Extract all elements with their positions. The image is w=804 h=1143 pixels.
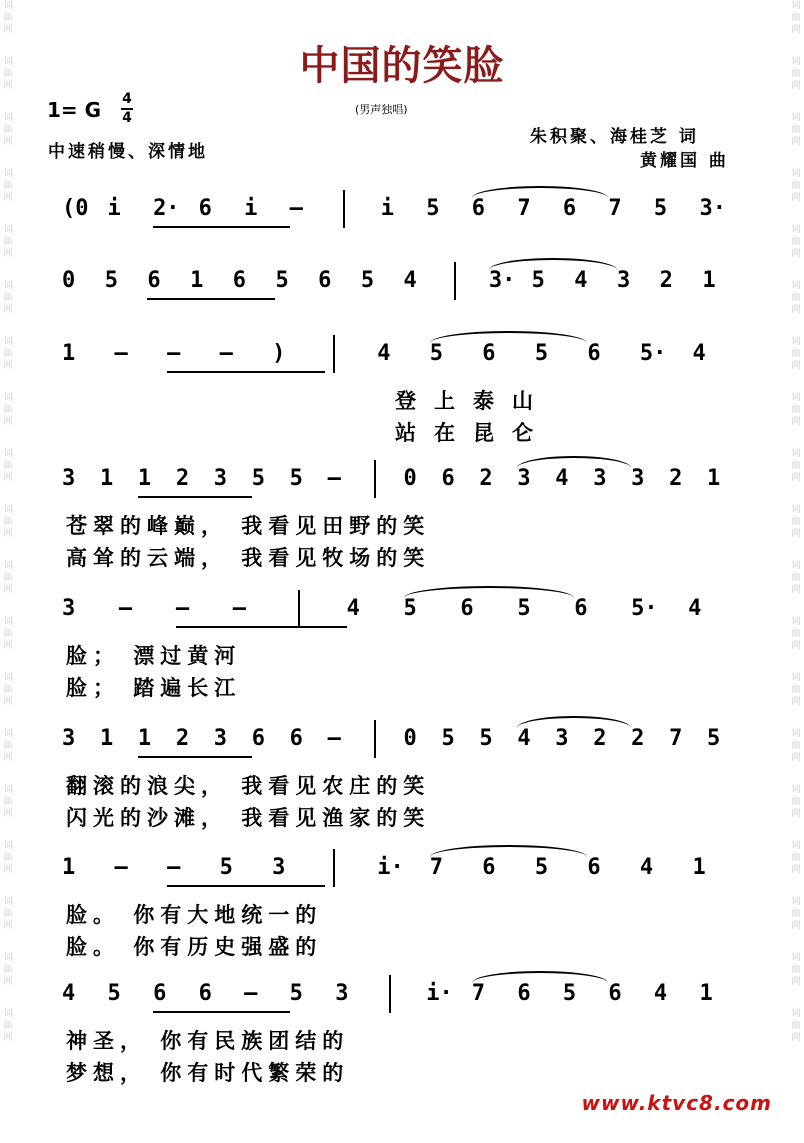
- note: 5: [429, 341, 444, 366]
- note: 5: [251, 466, 265, 491]
- note: —: [327, 726, 341, 751]
- slur: [404, 586, 575, 598]
- note: 6: [608, 981, 622, 1006]
- slur: [430, 845, 588, 857]
- beam: [138, 756, 252, 758]
- score-line: [0, 341, 804, 381]
- note: —: [232, 596, 246, 621]
- slur: [472, 971, 609, 983]
- note: —: [167, 855, 181, 880]
- bar-line: [374, 720, 376, 758]
- note: 1: [137, 466, 152, 491]
- note: 3: [62, 726, 76, 751]
- note: 3: [517, 466, 531, 491]
- time-signature: [121, 92, 133, 126]
- note: 6: [562, 196, 577, 221]
- note: 6: [460, 596, 474, 621]
- bar-line: [389, 975, 391, 1013]
- beam: [147, 298, 275, 300]
- slur: [517, 716, 631, 728]
- bar-line: [333, 335, 335, 373]
- note: 3: [62, 466, 76, 491]
- note: 1: [62, 341, 76, 366]
- note: 7: [471, 981, 486, 1006]
- note: 0: [62, 268, 76, 293]
- lyric-line: 登上泰山: [395, 389, 551, 413]
- note: 0: [403, 726, 417, 751]
- lyricist-credit: 朱积聚、海桂芝 词: [530, 127, 699, 147]
- note: 6: [587, 855, 601, 880]
- note: 3: [631, 466, 645, 491]
- note: 2: [479, 466, 493, 491]
- beam: [153, 1011, 290, 1013]
- score-line: [0, 268, 804, 308]
- key-signature: 1= G: [47, 98, 102, 122]
- note: 6: [318, 268, 332, 293]
- lyric-line: 脸； 踏遍长江: [66, 676, 242, 700]
- note: 3·: [699, 196, 726, 221]
- note: 3: [272, 855, 286, 880]
- bar-line: [298, 590, 300, 628]
- note: 4: [346, 596, 360, 621]
- note: 5: [275, 268, 289, 293]
- note: 3: [62, 596, 76, 621]
- note: 3·: [488, 268, 516, 293]
- note: 4: [692, 341, 706, 366]
- note: 4: [688, 596, 702, 621]
- note: 7: [517, 196, 531, 221]
- note: 4: [555, 466, 569, 491]
- lyric-line: 神圣， 你有民族团结的: [66, 1029, 350, 1053]
- score-line: [0, 196, 804, 236]
- time-sig-top: 4: [122, 91, 132, 107]
- note: 6: [147, 268, 161, 293]
- note: 6: [482, 341, 496, 366]
- note: 4: [403, 268, 417, 293]
- note: 6: [153, 981, 167, 1006]
- lyric-line: 梦想， 你有时代繁荣的: [66, 1061, 350, 1085]
- bar-line: [374, 460, 376, 498]
- note: 6: [232, 268, 246, 293]
- subtitle: (男声独唱): [355, 103, 408, 116]
- note: 6: [517, 981, 531, 1006]
- slur: [472, 186, 609, 198]
- note: 6: [198, 981, 212, 1006]
- note: 6: [289, 726, 303, 751]
- composer-credit: 黄耀国 曲: [640, 151, 729, 171]
- bar-line: [343, 190, 345, 228]
- lyric-line: 闪光的沙滩， 我看见渔家的笑: [66, 806, 431, 830]
- note: —: [289, 196, 303, 221]
- note: 3: [555, 726, 569, 751]
- bar-line: [333, 849, 335, 887]
- note: 2: [631, 726, 645, 751]
- note: 6: [574, 596, 588, 621]
- lyric-line: 翻滚的浪尖， 我看见农庄的笑: [66, 774, 431, 798]
- note: i: [244, 196, 258, 221]
- note: 2·: [153, 196, 180, 221]
- lyric-line: 脸。 你有历史强盛的: [66, 935, 323, 959]
- note: 0: [403, 466, 417, 491]
- note: 7: [608, 196, 622, 221]
- note: 5·: [639, 341, 667, 366]
- note: 6: [587, 341, 601, 366]
- note: 1: [137, 726, 152, 751]
- note: 5: [219, 855, 233, 880]
- score-line: [0, 466, 804, 506]
- note: 1: [699, 981, 713, 1006]
- note: i·: [426, 981, 453, 1006]
- score-line: [0, 726, 804, 766]
- note: i: [380, 196, 394, 221]
- time-sig-bottom: 4: [122, 110, 132, 126]
- score-line: [0, 981, 804, 1021]
- lyric-line: 苍翠的峰巅， 我看见田野的笑: [66, 514, 431, 538]
- lyric-line: 脸。 你有大地统一的: [66, 903, 323, 927]
- tempo-marking: 中速稍慢、深情地: [48, 142, 208, 162]
- note: (0: [62, 196, 89, 221]
- note: 6: [441, 466, 455, 491]
- note: 1: [99, 726, 114, 751]
- note: 1: [99, 466, 114, 491]
- note: 5: [707, 726, 721, 751]
- note: 7: [669, 726, 683, 751]
- beam: [167, 885, 325, 887]
- note: —: [219, 341, 233, 366]
- note: 5: [104, 268, 118, 293]
- note: 5: [403, 596, 417, 621]
- bar-line: [454, 262, 456, 300]
- note: 4: [639, 855, 654, 880]
- song-title: 中国的笑脸: [299, 43, 505, 89]
- side-watermark-right: 词曲网 词曲网 词曲网 词曲网 词曲网 词曲网 词曲网 词曲网 词曲网 词曲网 词曲网 词曲网 词曲网 词曲网 词曲网 词曲网 词曲网 词曲网 词曲网: [791, 1, 801, 1043]
- note: 7: [429, 855, 444, 880]
- note: 1: [692, 855, 706, 880]
- note: 5: [426, 196, 440, 221]
- slur: [517, 456, 631, 468]
- note: —: [167, 341, 181, 366]
- side-watermark-left: 词曲网 词曲网 词曲网 词曲网 词曲网 词曲网 词曲网 词曲网 词曲网 词曲网 词曲网 词曲网 词曲网 词曲网 词曲网 词曲网 词曲网 词曲网 词曲网: [3, 1, 13, 1043]
- note: 1: [62, 855, 76, 880]
- note: 5: [289, 981, 303, 1006]
- note: 5: [653, 196, 668, 221]
- note: 6: [471, 196, 486, 221]
- note: i·: [377, 855, 404, 880]
- note: 4: [653, 981, 668, 1006]
- note: 5: [107, 981, 121, 1006]
- note: 2: [659, 268, 673, 293]
- note: 1: [702, 268, 716, 293]
- note: 5: [517, 596, 531, 621]
- note: 3: [593, 466, 607, 491]
- beam: [167, 371, 325, 373]
- note: 2: [593, 726, 607, 751]
- note: 5: [534, 855, 549, 880]
- note: 5·: [631, 596, 658, 621]
- note: 6: [251, 726, 265, 751]
- note: 4: [517, 726, 531, 751]
- slur: [430, 331, 588, 343]
- note: 5: [531, 268, 545, 293]
- note: —: [175, 596, 190, 621]
- watermark: www.ktvc8.com: [581, 1091, 772, 1115]
- note: —: [114, 341, 128, 366]
- note: 2: [175, 726, 190, 751]
- note: 1: [707, 466, 721, 491]
- note: 3: [213, 466, 228, 491]
- note: 4: [377, 341, 391, 366]
- note: 5: [360, 268, 375, 293]
- note: 5: [534, 341, 549, 366]
- note: 4: [62, 981, 76, 1006]
- slur: [489, 258, 617, 270]
- note: —: [327, 466, 341, 491]
- lyric-line: 站在昆仑: [395, 421, 551, 445]
- score-line: [0, 596, 804, 636]
- note: 6: [198, 196, 212, 221]
- note: 4: [574, 268, 588, 293]
- note: 3: [616, 268, 631, 293]
- note: 2: [669, 466, 683, 491]
- note: 3: [335, 981, 349, 1006]
- note: —: [118, 596, 133, 621]
- note: 5: [479, 726, 493, 751]
- note: 1: [190, 268, 204, 293]
- note: 5: [441, 726, 455, 751]
- beam: [138, 496, 252, 498]
- note: 2: [175, 466, 190, 491]
- lyric-line: 脸； 漂过黄河: [66, 644, 242, 668]
- note: 5: [289, 466, 303, 491]
- beam: [153, 226, 290, 228]
- beam: [176, 626, 347, 628]
- note: —: [244, 981, 258, 1006]
- note: ): [272, 341, 286, 366]
- score-line: [0, 855, 804, 895]
- lyric-line: 高耸的云端， 我看见牧场的笑: [66, 546, 431, 570]
- note: i: [107, 196, 121, 221]
- note: 3: [213, 726, 228, 751]
- note: 6: [482, 855, 496, 880]
- note: —: [114, 855, 128, 880]
- note: 5: [562, 981, 577, 1006]
